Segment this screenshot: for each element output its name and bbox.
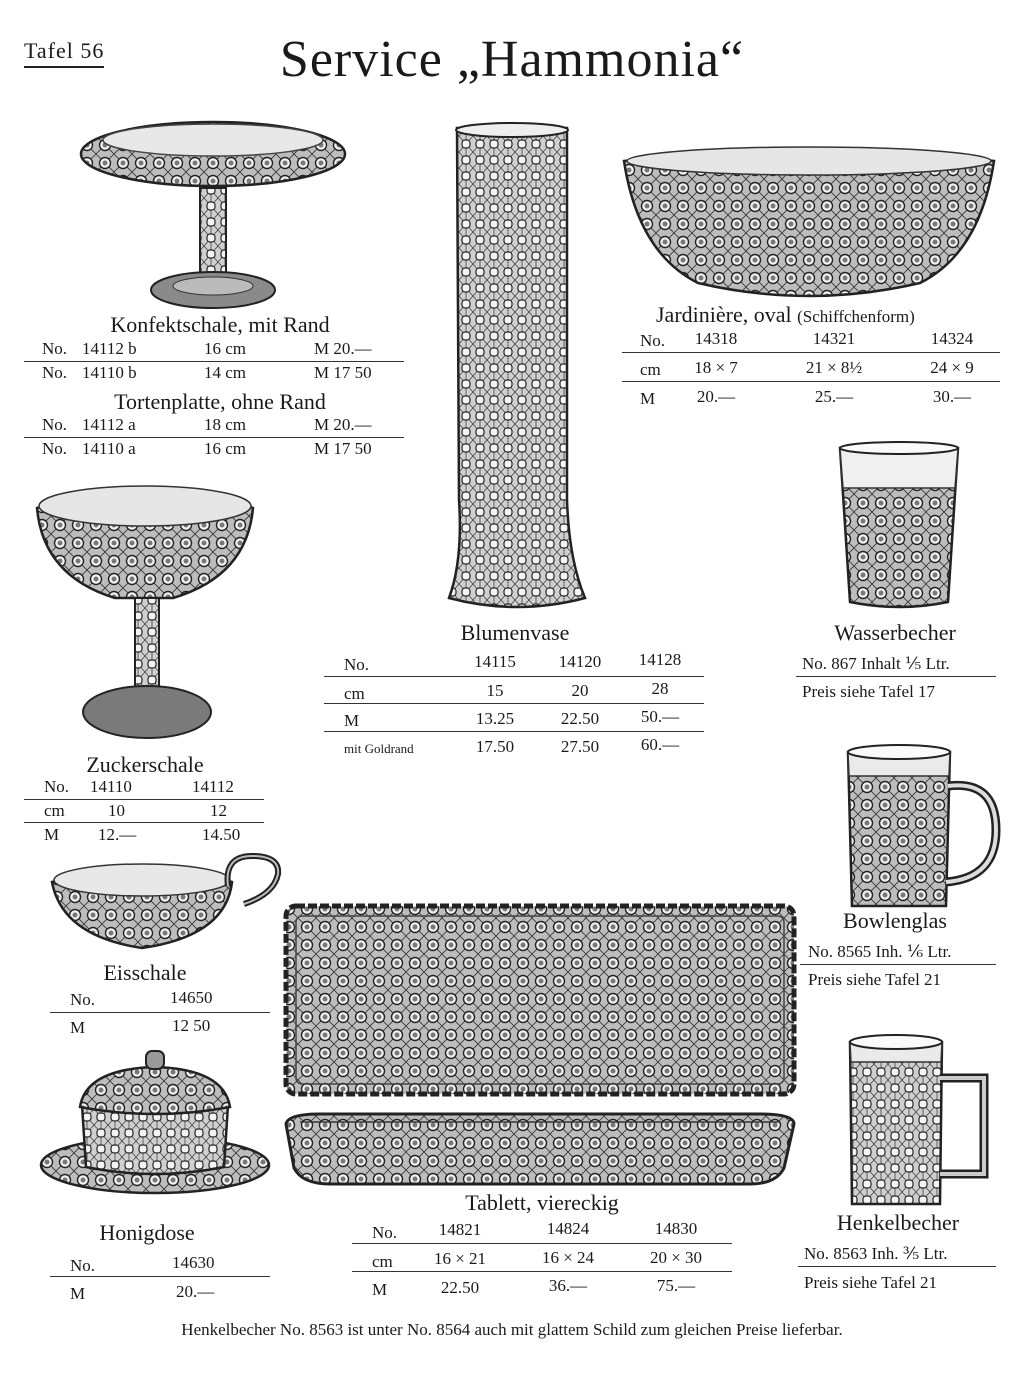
konfekt-row-1-price: M 20.— <box>314 339 372 358</box>
tablett-rule-1 <box>352 1243 732 1244</box>
konfektschale-image <box>78 118 348 313</box>
jardiniere-cm-1: 18 × 7 <box>694 358 738 377</box>
torten-row-1-size: 18 cm <box>204 415 247 434</box>
wasserbecher-image <box>836 440 962 612</box>
henkelbecher-image <box>846 1032 992 1210</box>
plate-number: Tafel 56 <box>24 38 104 68</box>
konfekt-row-1-label: No. <box>42 339 68 358</box>
torten-row-1-no: 14112 a <box>82 415 136 434</box>
torten-row-2-price: M 17 50 <box>314 439 372 458</box>
tablett-cm-2: 16 × 24 <box>541 1248 595 1267</box>
konfekt-row-2-price: M 17 50 <box>314 363 372 382</box>
henkelbecher-line-2: Preis siehe Tafel 21 <box>804 1273 938 1292</box>
jardiniere-no-2: 14321 <box>812 329 856 348</box>
jardiniere-rule-1 <box>622 352 1000 353</box>
eis-price: 12 50 <box>172 1016 211 1035</box>
henkelbecher-rule <box>798 1266 996 1267</box>
vase-rule-1 <box>324 676 704 677</box>
konfekt-row-1-size: 16 cm <box>204 339 247 358</box>
honigdose-caption: Honigdose <box>99 1220 195 1245</box>
torten-row-2-size: 16 cm <box>204 439 247 458</box>
vase-no-2: 14120 <box>558 652 602 671</box>
jardiniere-caption-main: Jardinière, oval <box>656 302 792 327</box>
jardiniere-price-3: 30.— <box>932 387 972 406</box>
zuckerschale-caption: Zuckerschale <box>86 752 204 777</box>
bowlenglas-line-2: Preis siehe Tafel 21 <box>808 970 942 989</box>
tablett-rule-2 <box>352 1271 732 1272</box>
torten-row-1-price: M 20.— <box>314 415 372 434</box>
zucker-m-label: M <box>44 825 60 844</box>
vase-cm-2: 20 <box>571 681 589 700</box>
konfekt-row-2-no: 14110 b <box>82 363 137 382</box>
zucker-cm-2: 12 <box>210 801 227 820</box>
tablett-cm-1: 16 × 21 <box>433 1249 487 1268</box>
tablett-no-3: 14830 <box>654 1219 698 1238</box>
tortenplatte-caption: Tortenplatte, ohne Rand <box>114 389 326 414</box>
wasserbecher-line-1: No. 867 Inhalt ⅕ Ltr. <box>802 654 950 673</box>
wasserbecher-rule <box>796 676 996 677</box>
bowlenglas-image <box>840 742 1002 912</box>
tablett-cm-3: 20 × 30 <box>649 1248 703 1267</box>
bowlenglas-caption: Bowlenglas <box>843 908 947 933</box>
vase-no-3: 14128 <box>638 650 682 669</box>
wasserbecher-line-2: Preis siehe Tafel 17 <box>802 682 936 701</box>
zucker-price-2: 14.50 <box>202 825 241 844</box>
vase-cm-label: cm <box>344 684 365 703</box>
zucker-rule-1 <box>24 799 264 800</box>
konfekt-row-1-no: 14112 b <box>82 339 137 358</box>
henkelbecher-caption: Henkelbecher <box>836 1210 960 1235</box>
honig-m-label: M <box>70 1284 86 1303</box>
jardiniere-no-3: 14324 <box>930 329 974 348</box>
torten-row-2-no: 14110 a <box>82 439 136 458</box>
bowlenglas-rule <box>800 964 996 965</box>
henkelbecher-line-1: No. 8563 Inh. ⅗ Ltr. <box>804 1244 948 1263</box>
jardiniere-cm-label: cm <box>640 360 661 379</box>
torten-row-2-label: No. <box>42 439 68 458</box>
vase-no-label: No. <box>344 655 370 674</box>
eis-no-label: No. <box>70 990 96 1009</box>
konfekt-row-2-label: No. <box>42 363 68 382</box>
konfektschale-caption: Konfektschale, mit Rand <box>110 312 330 337</box>
blumenvase-caption: Blumenvase <box>460 620 570 645</box>
footnote: Henkelbecher No. 8563 ist unter No. 8564 auch mit glattem Schild zum gleichen Preise lieferbar. <box>181 1320 843 1339</box>
jardiniere-cm-3: 24 × 9 <box>930 358 974 377</box>
honigdose-image <box>38 1045 272 1195</box>
torten-row-1-label: No. <box>42 415 68 434</box>
vase-gold-label: mit Goldrand <box>344 741 414 756</box>
vase-gold-2: 27.50 <box>560 737 600 756</box>
jardiniere-image <box>620 143 998 303</box>
zucker-no-1: 14110 <box>90 777 132 796</box>
wasserbecher-caption: Wasserbecher <box>834 620 956 645</box>
eis-no: 14650 <box>170 988 213 1007</box>
tablett-price-3: 75.— <box>656 1276 696 1295</box>
jardiniere-rule-2 <box>622 381 1000 382</box>
vase-gold-1: 17.50 <box>475 737 515 756</box>
tablett-no-2: 14824 <box>546 1219 590 1238</box>
vase-no-1: 14115 <box>474 652 516 671</box>
tablett-image <box>280 900 800 1190</box>
zucker-price-1: 12.— <box>98 825 137 844</box>
bowlenglas-line-1: No. 8565 Inh. ⅙ Ltr. <box>808 942 952 961</box>
zucker-cm-1: 10 <box>108 801 125 820</box>
torten-rule <box>24 437 404 438</box>
zucker-no-label: No. <box>44 777 70 796</box>
eis-rule <box>50 1012 270 1013</box>
jardiniere-price-1: 20.— <box>696 387 736 406</box>
tablett-cm-label: cm <box>372 1252 393 1271</box>
honig-no-label: No. <box>70 1256 96 1275</box>
tablett-no-label: No. <box>372 1223 398 1242</box>
honig-price: 20.— <box>176 1282 215 1301</box>
vase-price-1: 13.25 <box>475 709 515 728</box>
page-title: Service „Hammonia“ <box>279 31 745 88</box>
tablett-price-1: 22.50 <box>440 1278 480 1297</box>
vase-cm-1: 15 <box>486 681 504 700</box>
vase-cm-3: 28 <box>651 679 669 698</box>
jardiniere-price-2: 25.— <box>814 387 854 406</box>
tablett-caption: Tablett, viereckig <box>465 1190 619 1215</box>
vase-price-3: 50.— <box>640 707 680 726</box>
vase-rule-3 <box>324 731 704 732</box>
jardiniere-m-label: M <box>640 389 656 408</box>
honig-rule <box>50 1276 270 1277</box>
vase-m-label: M <box>344 711 360 730</box>
vase-rule-2 <box>324 703 704 704</box>
konfekt-rule <box>24 361 404 362</box>
eisschale-caption: Eisschale <box>103 960 187 985</box>
jardiniere-cm-2: 21 × 8½ <box>805 358 863 377</box>
tablett-price-2: 36.— <box>548 1276 588 1295</box>
tablett-m-label: M <box>372 1280 388 1299</box>
jardiniere-caption <box>656 302 915 328</box>
zucker-rule-2 <box>24 822 264 823</box>
blumenvase-image <box>445 120 590 612</box>
vase-gold-3: 60.— <box>640 735 680 754</box>
zucker-cm-label: cm <box>44 801 65 820</box>
honig-no: 14630 <box>172 1253 215 1272</box>
zuckerschale-image <box>33 480 258 745</box>
jardiniere-caption-sub: (Schiffchenform) <box>797 307 915 326</box>
jardiniere-no-1: 14318 <box>694 329 738 348</box>
konfekt-row-2-size: 14 cm <box>204 363 247 382</box>
vase-price-2: 22.50 <box>560 709 600 728</box>
eis-m-label: M <box>70 1018 86 1037</box>
tablett-no-1: 14821 <box>438 1220 482 1239</box>
zucker-no-2: 14112 <box>192 777 234 796</box>
eisschale-image <box>48 852 284 962</box>
jardiniere-no-label: No. <box>640 331 666 350</box>
